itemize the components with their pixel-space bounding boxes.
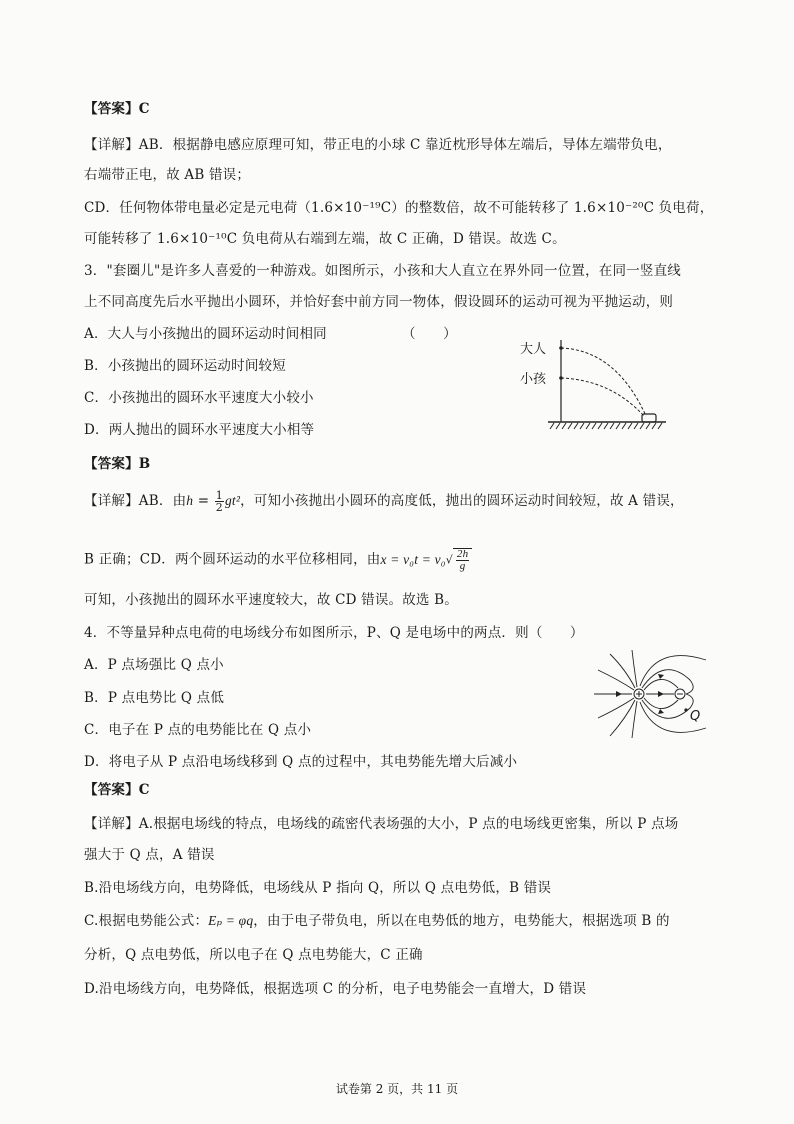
explain-3b-prefix: B 正确；CD．两个圆环运动的水平位移相同，由 bbox=[84, 551, 381, 568]
question-3-option-b: B．小孩抛出的圆环运动时间较短 bbox=[84, 358, 286, 374]
line-explain-4e: 分析，Q 点电势低，所以电子在 Q 点电势能大，C 正确 bbox=[84, 947, 423, 963]
question-4-option-c: C．电子在 P 点的电势能比在 Q 点小 bbox=[84, 722, 312, 738]
formula-potential-energy: Eₚ = φq bbox=[208, 913, 254, 928]
line-explain-4b: 强大于 Q 点，A 错误 bbox=[84, 847, 215, 863]
question-3-bracket: （ ） bbox=[402, 326, 457, 342]
line-explain-2d: 可能转移了 1.6×10⁻¹⁰C 负电荷从右端到左端，故 C 正确，D 错误。故选 C。 bbox=[84, 231, 566, 247]
formula-height: h = $\frac{1}{2}$ gt² bbox=[186, 489, 241, 514]
question-3-option-a: A．大人与小孩抛出的圆环运动时间相同 bbox=[84, 326, 327, 342]
line-answer-4: 【答案】C bbox=[84, 782, 150, 798]
page-footer: 试卷第 2 页，共 11 页 bbox=[335, 1082, 459, 1096]
explain-3a-suffix: ，可知小孩抛出小圆环的高度低，抛出的圆环运动时间较短，故 A 错误， bbox=[240, 493, 684, 509]
explain-3a-prefix: 【详解】AB．由 bbox=[84, 493, 187, 509]
child-trajectory bbox=[561, 378, 644, 416]
question-3-option-d: D．两人抛出的圆环水平速度大小相等 bbox=[84, 422, 315, 438]
line-explain-2a: 【详解】AB．根据静电感应原理可知，带正电的小球 C 靠近枕形导体左端后，导体左端带负电， bbox=[84, 137, 672, 153]
line-explain-3b bbox=[84, 548, 472, 572]
question-3-option-c: C．小孩抛出的圆环水平速度大小较小 bbox=[84, 390, 314, 406]
child-label: 小孩 bbox=[520, 372, 547, 387]
point-q bbox=[684, 708, 687, 711]
ring-toss-figure bbox=[516, 336, 666, 436]
electric-field-figure bbox=[594, 650, 724, 740]
explain-4d-prefix: C.根据电势能公式： bbox=[84, 913, 209, 929]
question-4-option-d: D．将电子从 P 点沿电场线移到 Q 点的过程中，其电势能先增大后减小 bbox=[84, 754, 518, 770]
line-explain-4d bbox=[84, 912, 670, 930]
question-4-stem: 4．不等量异种点电荷的电场线分布如图所示，P、Q 是电场中的两点．则（ ） bbox=[84, 625, 584, 641]
question-3-stem-a: 3．"套圈儿"是许多人喜爱的一种游戏。如图所示，小孩和大人直立在界外同一位置，在同一竖直线 bbox=[84, 263, 682, 279]
line-answer-2: 【答案】C bbox=[84, 101, 150, 117]
line-explain-3c: 可知，小孩抛出的圆环水平速度较大，故 CD 错误。故选 B。 bbox=[84, 592, 458, 608]
line-explain-2b: 右端带正电，故 AB 错误； bbox=[84, 167, 251, 183]
explain-4d-suffix: ，由于电子带负电，所以在电势低的地方，电势能大，根据选项 B 的 bbox=[253, 913, 670, 929]
question-4-option-b: B．P 点电势比 Q 点低 bbox=[84, 690, 225, 706]
line-explain-4c: B.沿电场线方向，电势降低，电场线从 P 指向 Q，所以 Q 点电势低，B 错误 bbox=[84, 880, 552, 896]
line-explain-2c: CD．任何物体带电量必定是元电荷（1.6×10⁻¹⁹C）的整数倍，故不可能转移了 1.6×10⁻²⁰C 负电荷， bbox=[84, 200, 714, 216]
question-4-option-a: A．P 点场强比 Q 点小 bbox=[84, 657, 224, 673]
line-explain-3a bbox=[84, 490, 684, 513]
formula-displacement: x = v₀t = v₀√ $\frac{2h}{g}$ bbox=[380, 552, 472, 568]
target-object bbox=[642, 414, 656, 422]
question-3-stem-b: 上不同高度先后水平抛出小圆环，并恰好套中前方同一物体，假设圆环的运动可视为平抛运动，则 bbox=[84, 294, 674, 310]
line-answer-3: 【答案】B bbox=[84, 456, 151, 472]
adult-trajectory bbox=[561, 348, 646, 416]
line-explain-4a: 【详解】A.根据电场线的特点，电场线的疏密代表场强的大小，P 点的电场线更密集，所以 P 点场 bbox=[84, 816, 679, 832]
q-label: Q bbox=[690, 709, 701, 724]
adult-label: 大人 bbox=[520, 342, 547, 357]
line-explain-4f: D.沿电场线方向，电势降低，根据选项 C 的分析，电子电势能会一直增大，D 错误 bbox=[84, 981, 587, 997]
